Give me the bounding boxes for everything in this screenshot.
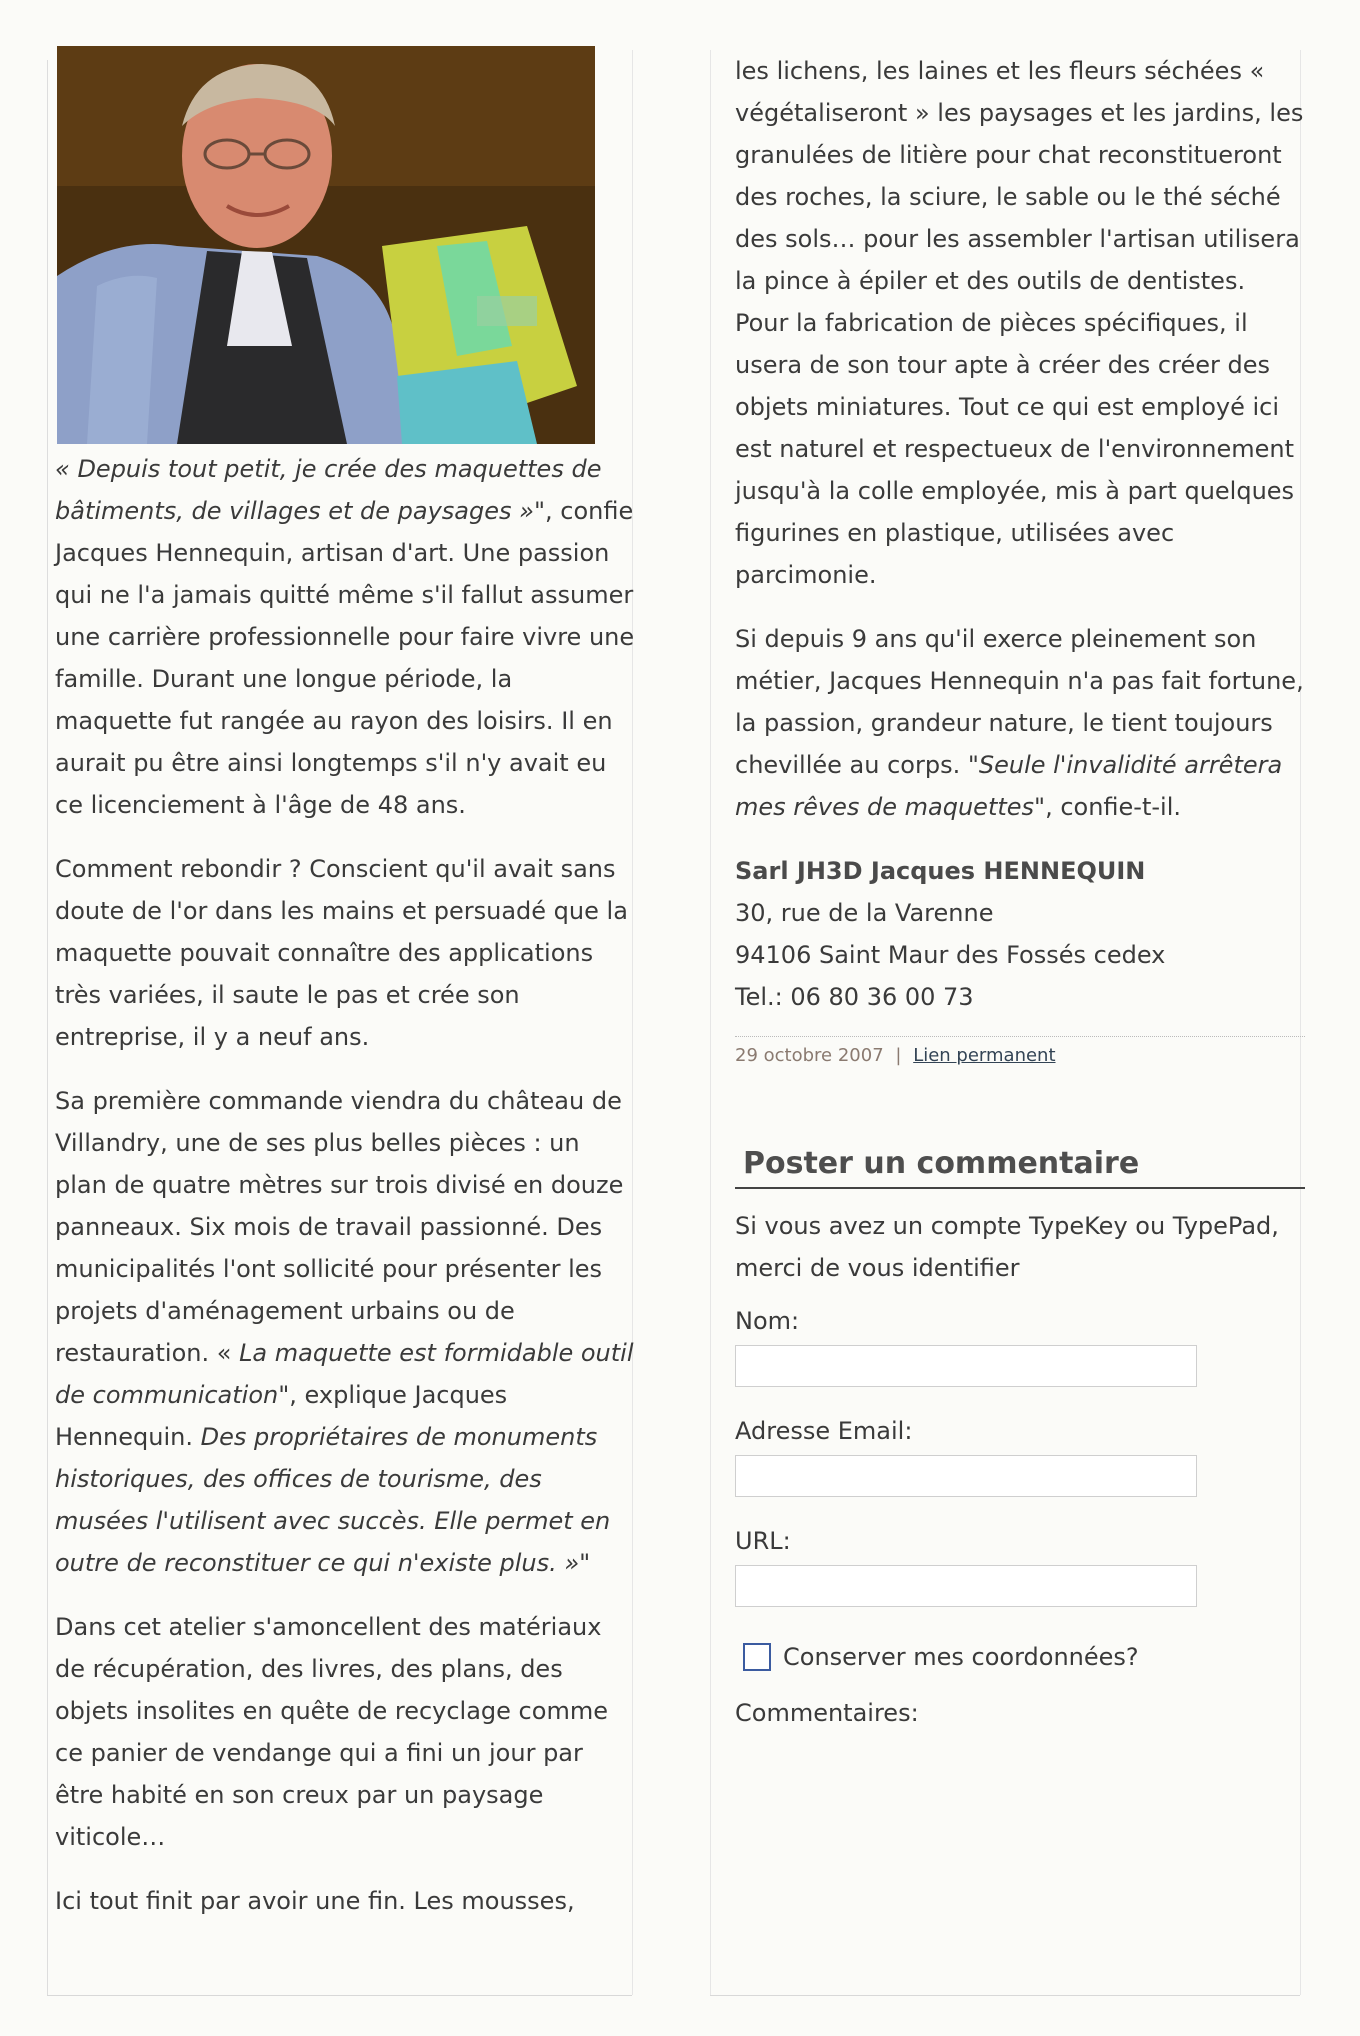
comment-section-title: Poster un commentaire: [735, 1146, 1305, 1189]
url-label: URL:: [735, 1527, 791, 1555]
right-column-border: [710, 50, 711, 1995]
email-label: Adresse Email:: [735, 1417, 913, 1445]
comment-intro: Si vous avez un compte TypeKey ou TypePad, merci de vous identifier: [735, 1212, 1279, 1282]
article-paragraph-1: [55, 448, 635, 826]
paragraph-7-text-c: , confie-t-il.: [1045, 793, 1182, 821]
name-field[interactable]: [735, 1345, 1197, 1387]
left-column-bottom-rule: [47, 1995, 632, 1996]
article-paragraph-4: Dans cet atelier s'amoncellent des matériaux de récupération, des livres, des plans, des objets insolites en quête de recyclage comme ce panier de vendange qui a fini un jour par être habité en son creux par un paysage viticole…: [55, 1613, 608, 1851]
right-column-bottom-rule: [710, 1995, 1300, 1996]
paragraph-3-text-c: ", explique Jacques Hennequin.: [55, 1381, 508, 1451]
left-column-border: [47, 60, 48, 1995]
company-name: Sarl JH3D Jacques HENNEQUIN: [735, 857, 1146, 885]
permalink-link[interactable]: Lien permanent: [913, 1045, 1056, 1066]
name-label: Nom:: [735, 1307, 800, 1335]
article-paragraph-3: [55, 1080, 635, 1584]
address-city: 94106 Saint Maur des Fossés cedex: [735, 941, 1166, 969]
article-paragraph-7: [735, 618, 1305, 828]
opening-quote: « Depuis tout petit, je crée des maquettes de bâtiments, de villages et de paysages »: [55, 455, 602, 525]
article-right-column: [735, 50, 1305, 1737]
address-street: 30, rue de la Varenne: [735, 899, 994, 927]
address-phone: Tel.: 06 80 36 00 73: [735, 983, 974, 1011]
opening-paragraph-text: ", confie Jacques Hennequin, artisan d'art. Une passion qui ne l'a jamais quitté même s'il fallut assumer une carrière professionnelle pour faire vivre une famille. Durant une longue période, la maquette fut rangée au rayon des loisirs. Il en aurait pu être ainsi longtemps s'il n'y avait eu ce licenciement à l'âge de 48 ans.: [55, 497, 635, 819]
remember-checkbox[interactable]: [743, 1643, 771, 1671]
article-paragraph-5: Ici tout finit par avoir une fin. Les mousses,: [55, 1887, 575, 1915]
article-paragraph-6: les lichens, les laines et les fleurs séchées « végétaliseront » les paysages et les jardins, les granulées de litière pour chat reconstitueront des roches, la sciure, le sable ou le thé séché des sols… pour les assembler l'artisan utilisera la pince à épiler et des outils de dentistes. Pour la fabrication de pièces spécifiques, il usera de son tour apte à créer des créer des objets miniatures. Tout ce qui est employé ici est naturel et respectueux de l'environnement jusqu'à la colle employée, mis à part quelques figurines en plastique, utilisées avec parcimonie.: [735, 57, 1304, 589]
article-paragraph-2: Comment rebondir ? Conscient qu'il avait sans doute de l'or dans les mains et persuadé que la maquette pouvait connaître des applications très variées, il saute le pas et crée son entreprise, il y a neuf ans.: [55, 855, 628, 1051]
remember-label: Conserver mes coordonnées?: [783, 1643, 1139, 1671]
post-meta: [735, 1036, 1305, 1066]
quote-communication: La maquette est formidable outil de communication: [55, 1339, 634, 1409]
quote-monuments: Des propriétaires de monuments historiques, des offices de tourisme, des musées l'utilisent avec succès. Elle permet en outre de reconstituer ce qui n'existe plus. »: [55, 1423, 611, 1577]
post-date: 29 octobre 2007: [735, 1045, 884, 1066]
quote-invalidite: "Seule l'invalidité arrêtera mes rêves de maquettes": [735, 751, 1283, 821]
paragraph-7-text-a: Si depuis 9 ans qu'il exerce pleinement son métier, Jacques Hennequin n'a pas fait fortune, la passion, grandeur nature, le tient toujours chevillée au corps.: [735, 625, 1304, 779]
paragraph-3-text-e: ": [579, 1549, 591, 1577]
meta-separator: |: [895, 1045, 902, 1066]
email-field[interactable]: [735, 1455, 1197, 1497]
article-left-column: [55, 46, 635, 1944]
comments-label: Commentaires:: [735, 1699, 919, 1727]
url-field[interactable]: [735, 1565, 1197, 1607]
artisan-photo-illustration: [57, 46, 595, 444]
remember-row: [735, 1643, 1305, 1671]
company-address: [735, 850, 1305, 1018]
artisan-photo: [57, 46, 595, 444]
paragraph-3-text-a: Sa première commande viendra du château de Villandry, une de ses plus belles pièces : un plan de quatre mètres sur trois divisé en douze panneaux. Six mois de travail passionné. Des municipalités l'ont sollicité pour présenter les projets d'aménagement urbains ou de restauration. «: [55, 1087, 624, 1367]
